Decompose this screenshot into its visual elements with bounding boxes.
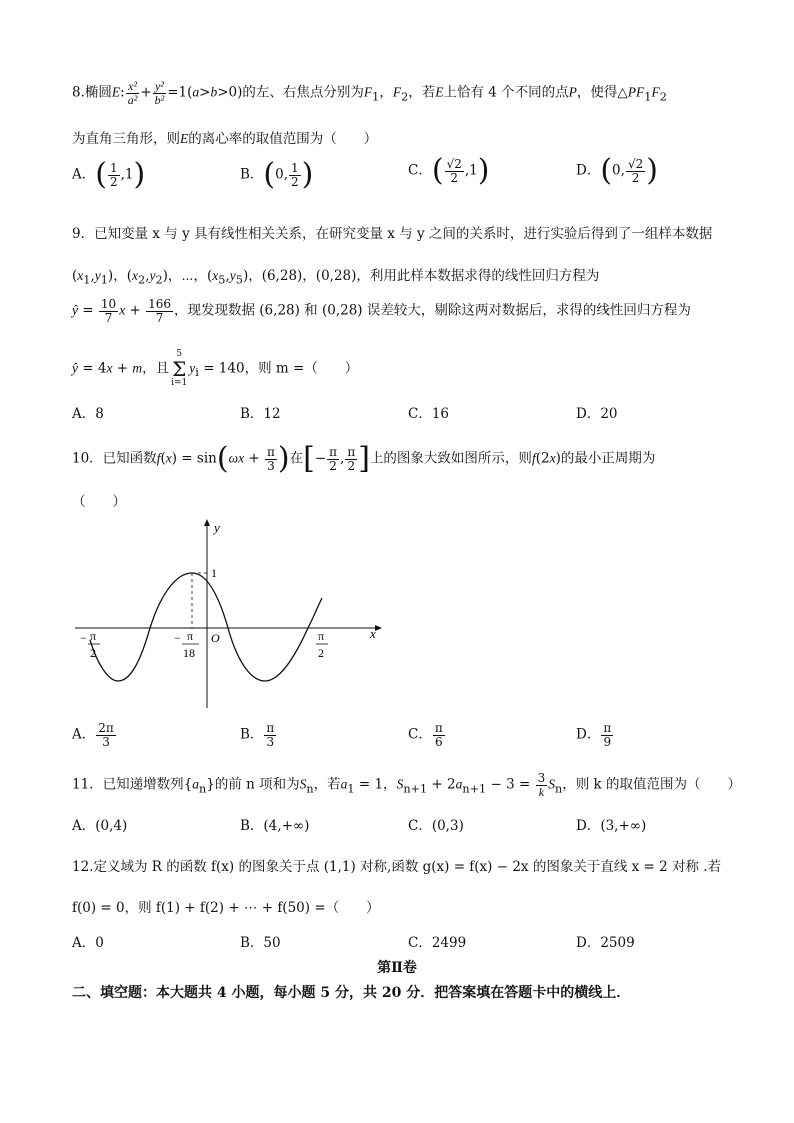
question-9-line-2: $(x_1,y_1)$，$(x_2,y_2)$，⋯，$(x_5,y_5)$，(6,28)，(0,28)，利用此样本数据求得的线性回归方程为 [72,268,600,287]
question-9-line-4: ŷ = 4x + m，且 5 Σ i=1 $y_i = 140$，则 m =（ ） [72,349,359,388]
q11-option-d[interactable]: D．(3,+∞) [576,818,647,834]
tick-left-pi: π [90,629,97,643]
x-axis-arrow [375,625,382,631]
y-one-label: 1 [211,566,217,580]
q8-option-a[interactable]: A．( $\frac{1}{2}$ ,1) [72,157,146,192]
q8-option-b[interactable]: B．(0, $\frac{1}{2}$ ) [240,157,314,192]
tick-mid-den: 18 [183,646,195,660]
q12-option-d[interactable]: D．2509 [576,935,635,951]
sine-graph [70,518,390,713]
q10-option-a[interactable]: A． $\frac{2\pi}{3}$ [72,721,114,749]
tick-mid-pi: π [187,629,194,643]
q8-option-d[interactable]: D．(0, $\frac{√2}{2}$ ) [576,153,658,188]
tick-left-den: 2 [90,646,96,660]
question-8-line-2: 为直角三角形，则E的离心率的取值范围为（ ） [72,131,378,147]
q10-option-c[interactable]: C． $\frac{\pi}{6}$ [408,721,443,749]
question-12-line-1: 12.定义域为 R 的函数 f(x) 的图象关于点 (1,1) 对称,函数 g(x) = f(x) − 2x 的图象关于直线 x = 2 对称 .若 [72,859,722,875]
question-11-line-1: 11．已知递增数列$\{a_n\}$的前 n 项和为$S_n$，若$a_1 = 1$，$S_{n+1} + 2a_{n+1} - 3$ = $\frac{3}{k}$ $S_n$，则 k 的取值范围为（ ） [72,771,742,799]
q11-option-c[interactable]: C．(0,3) [408,818,464,834]
sine-curve [90,573,325,681]
tick-right-den: 2 [318,646,324,660]
q12-option-b[interactable]: B．50 [240,935,281,951]
tick-right-pi: π [318,629,325,643]
question-9-line-3: ŷ = $\frac{10}{7}$ x + $\frac{166}{7}$ ，现发现数据 (6,28) 和 (0,28) 误差较大，剔除这两对数据后，求得的线性回归方程为 [72,297,691,325]
q10-option-d[interactable]: D． $\frac{\pi}{9}$ [576,721,612,749]
q9-option-b[interactable]: B．12 [240,406,281,422]
x-axis-label: x [370,626,376,641]
section-heading: 二、填空题：本大题共 4 小题，每小题 5 分，共 20 分．把答案填在答题卡中的横线上． [72,985,631,1001]
question-8-line-1: 8.椭圆E: $\frac{\text{x²}}{\text{a²}}$ + $\frac{\text{y²}}{\text{b²}}$ =1(a>b>0)的左、右焦点分别为$F_1$，$F_2$，若E上恰有 4 个不同的点P，使得$\triangle PF_1F_2$ [72,79,667,107]
y-axis-arrow [204,519,210,526]
q11-option-a[interactable]: A．(0,4) [72,818,128,834]
q8-option-c[interactable]: C．( $\frac{√2}{2}$ ,1) [408,153,490,188]
q9-option-d[interactable]: D．20 [576,406,618,422]
question-10-line-1: 10．已知函数f(x) = sin(ωx + $\frac{\pi}{3}$ )在[− $\frac{\pi}{2}$ , $\frac{\pi}{2}$ ]上的图象大致如图所示，则f(2x)的最小正周期为 [72,441,656,476]
tick-mid-minus: − [174,631,181,645]
q11-option-b[interactable]: B．(4,+∞) [240,818,310,834]
question-12-line-2: f(0) = 0，则 f(1) + f(2) + ⋯ + f(50) =（ ） [72,900,380,916]
y-axis-label: y [214,520,220,535]
question-10-paren: （ ） [72,494,126,510]
question-9-line-1: 9．已知变量 x 与 y 具有线性相关关系，在研究变量 x 与 y 之间的关系时，进行实验后得到了一组样本数据 [72,226,713,242]
origin-label: O [211,631,220,645]
q9-option-c[interactable]: C．16 [408,406,450,422]
section-title: 第Ⅱ卷 [377,960,417,976]
q12-option-a[interactable]: A．0 [72,935,104,951]
q9-option-a[interactable]: A．8 [72,406,104,422]
q10-option-b[interactable]: B． $\frac{\pi}{3}$ [240,721,275,749]
q12-option-c[interactable]: C．2499 [408,935,467,951]
tick-left-minus: − [80,631,87,645]
